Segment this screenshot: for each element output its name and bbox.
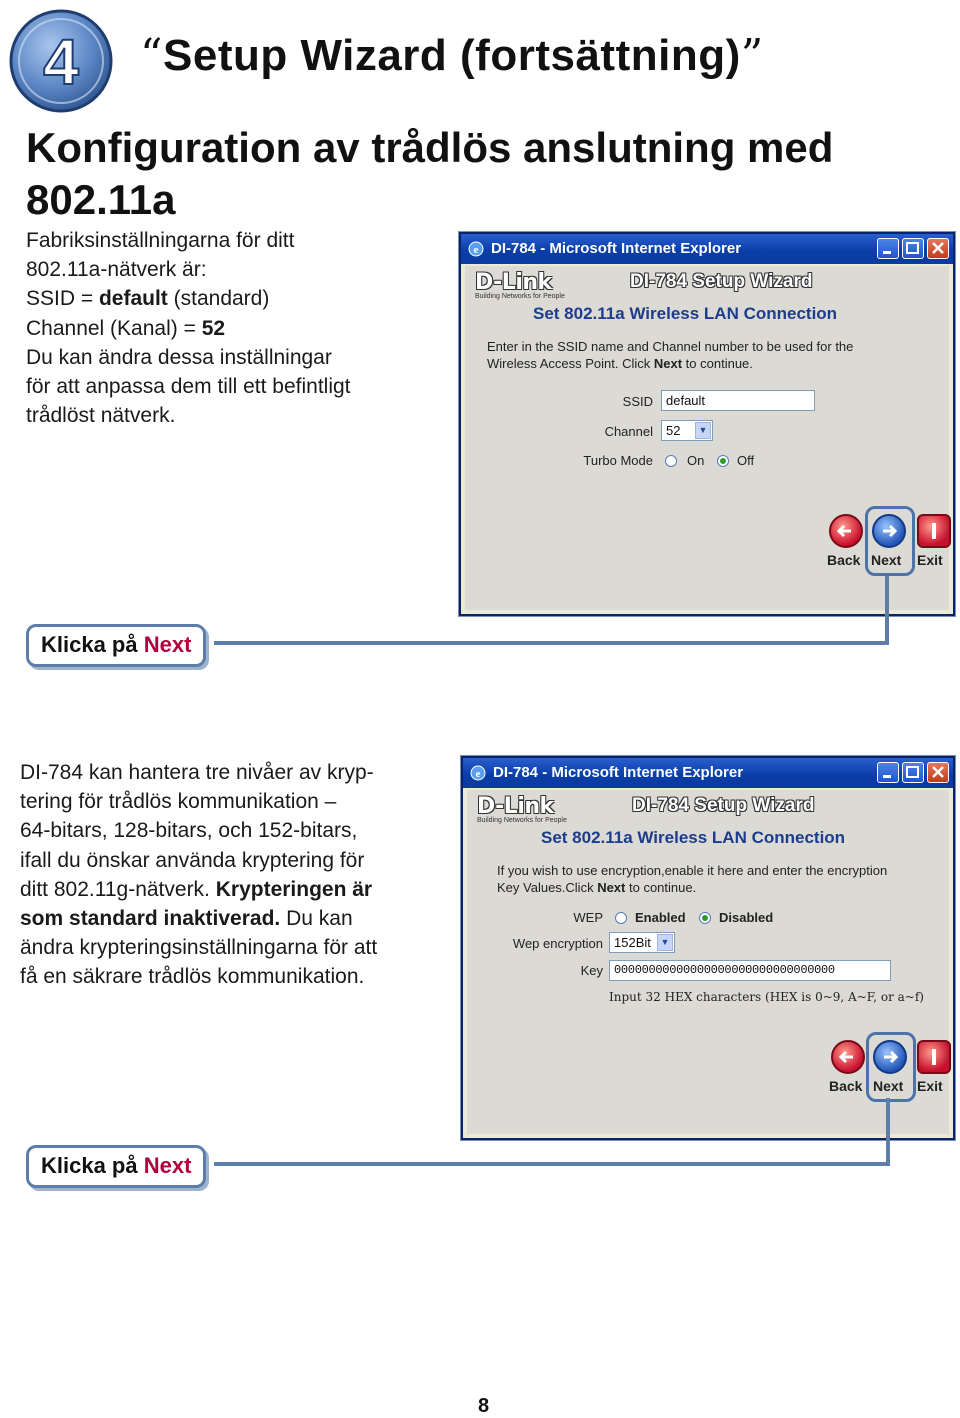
dlink-logo: D-Link Building Networks for People (477, 794, 567, 824)
minimize-button[interactable] (877, 762, 899, 783)
turbo-on-label: On (687, 453, 705, 468)
browser-window-ssid (459, 232, 955, 616)
wizard-subtitle: Set 802.11a Wireless LAN Connection (533, 304, 838, 323)
page-number: 8 (478, 1395, 490, 1417)
wizard-subtitle: Set 802.11a Wireless LAN Connection (541, 828, 846, 847)
browser-window-wep (461, 756, 955, 1140)
chevron-down-icon: ▼ (695, 422, 711, 439)
wep-enabled-radio[interactable] (615, 912, 627, 924)
wizard-description: Enter in the SSID name and Channel number to be used for the Wireless Access Point. Click Next to continue. (487, 339, 854, 371)
exit-button[interactable] (917, 1040, 951, 1074)
wizard-description: If you wish to use encryption,enable it here and enter the encryption Key Values.Click Next to continue. (497, 863, 888, 895)
wep-disabled-radio[interactable] (699, 912, 711, 924)
window-content (465, 266, 949, 610)
callout-connector-horizontal (214, 1162, 890, 1166)
ie-icon (469, 764, 487, 782)
maximize-button[interactable] (902, 238, 924, 259)
maximize-button[interactable] (902, 762, 924, 783)
wep-enabled-label: Enabled (635, 910, 686, 925)
click-next-callout: Klicka på Next (26, 1145, 206, 1188)
back-button[interactable] (829, 514, 863, 548)
window-title: DI-784 - Microsoft Internet Explorer (491, 240, 742, 257)
callout-connector-vertical (885, 576, 889, 644)
exit-icon (919, 516, 949, 546)
minimize-button[interactable] (877, 238, 899, 259)
turbo-on-radio[interactable] (665, 455, 677, 467)
ie-icon (467, 240, 485, 258)
wep-disabled-label: Disabled (719, 910, 774, 925)
key-input[interactable]: 00000000000000000000000000000000 (609, 960, 891, 981)
back-label: Back (829, 1078, 863, 1094)
wep-encryption-label: Wep encryption (512, 936, 603, 951)
window-titlebar (461, 234, 953, 264)
step-number: 4 (43, 26, 79, 98)
exit-label: Exit (917, 552, 943, 568)
svg-text:e: e (475, 768, 481, 780)
exit-label: Exit (917, 1078, 943, 1094)
window-content (467, 790, 949, 1134)
back-label: Back (827, 552, 861, 568)
next-label: Next (871, 552, 902, 568)
exit-icon (919, 1042, 949, 1072)
callout-connector-horizontal (214, 641, 889, 645)
step-number-badge (8, 8, 114, 114)
intro-paragraph: Fabriksinställningarna för ditt 802.11a-nätverk är: SSID = default (standard) Channel (Kanal) = 52 Du kan ändra dessa inställningar för att anpassa dem till ett befintligt trådlöst nätverk. (26, 229, 351, 428)
window-titlebar (463, 758, 953, 788)
wep-label: WEP (573, 910, 603, 925)
wizard-title: DI-784 Setup Wizard (632, 795, 815, 816)
ssid-input[interactable]: default (661, 390, 815, 411)
turbo-off-radio[interactable] (717, 455, 729, 467)
key-hint: Input 32 HEX characters (HEX is 0~9, A~F, or a~f) (609, 990, 924, 1004)
click-next-callout: Klicka på Next (26, 624, 206, 667)
exit-button[interactable] (917, 514, 951, 548)
encryption-paragraph: DI-784 kan hantera tre nivåer av kryp- tering för trådlös kommunikation – 64-bitars, 128-bitars, och 152-bitars, ifall du önskar använda kryptering för ditt 802.11g-nätverk. Krypteringen är som standard inaktiverad. Du kan ändra krypteringsinställningarna för att få en säkrare trådlös kommunikation. (20, 761, 378, 989)
turbo-mode-label: Turbo Mode (583, 453, 653, 468)
key-label: Key (580, 963, 603, 978)
wizard-title: DI-784 Setup Wizard (630, 271, 813, 292)
ssid-label: SSID (622, 394, 653, 409)
close-button[interactable] (927, 762, 949, 783)
window-title: DI-784 - Microsoft Internet Explorer (493, 764, 744, 781)
callout-connector-vertical (886, 1098, 890, 1166)
next-highlight-ring (865, 506, 915, 576)
arrow-left-icon (833, 1042, 863, 1072)
channel-label: Channel (604, 424, 653, 439)
dlink-logo: D-Link Building Networks for People (475, 270, 565, 300)
next-label: Next (873, 1078, 904, 1094)
svg-text:e: e (473, 244, 479, 256)
channel-select[interactable]: 52 ▼ (661, 420, 713, 441)
close-button[interactable] (927, 238, 949, 259)
section-heading: Konfiguration av trådlös anslutning med 802.11a (26, 124, 834, 223)
back-button[interactable] (831, 1040, 865, 1074)
turbo-off-label: Off (737, 453, 755, 468)
page-title: “Setup Wizard (fortsättning)” (140, 30, 764, 81)
chevron-down-icon: ▼ (657, 934, 673, 951)
next-highlight-ring (866, 1032, 916, 1102)
wep-encryption-select[interactable]: 152Bit ▼ (609, 932, 675, 953)
arrow-left-icon (831, 516, 861, 546)
